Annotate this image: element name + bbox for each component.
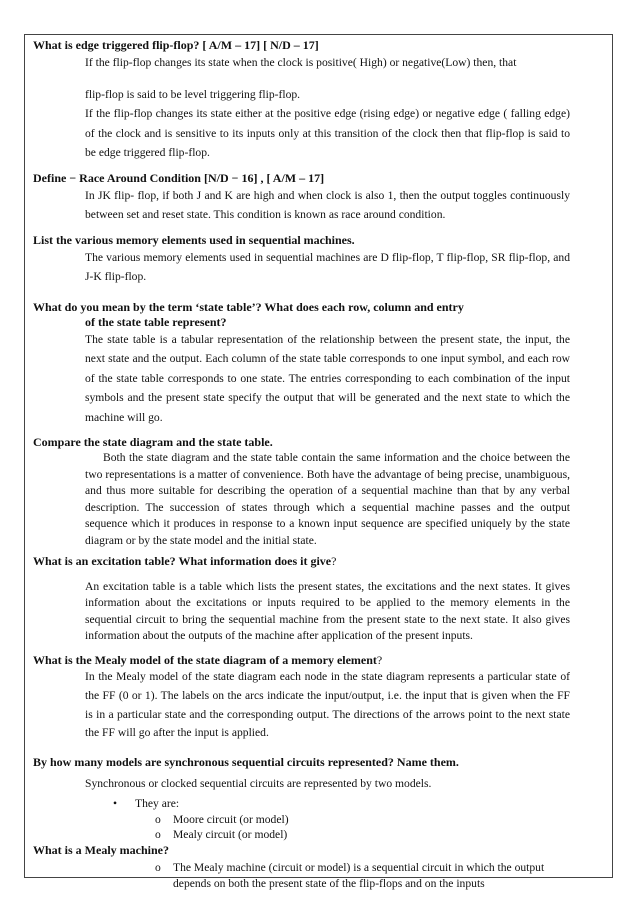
section-compare (33, 435, 570, 550)
question-mark: ? (331, 553, 337, 568)
answer-paragraph: If the flip-flop changes its state when the clock is positive( High) or negative(Low) then, that (85, 56, 517, 69)
question-heading: By how many models are synchronous sequential circuits represented? Name them. (33, 755, 459, 770)
answer-paragraph: If the flip-flop changes its state either at the positive edge (rising edge) or negative edge ( falling edge) of the clock and is sensitive to its inputs only at this transition of the clock then that flip-flop is said to be edge triggered flip-flop. (85, 107, 570, 159)
sub-list-marker: o (155, 812, 161, 826)
bullet-text: They are: (135, 796, 180, 810)
question-heading: What is a Mealy machine? (33, 842, 169, 857)
sub-list-item (155, 860, 570, 892)
section-race-around (33, 171, 570, 225)
question-heading: What do you mean by the term ‘state table’? What does each row, column and entry (33, 299, 464, 314)
answer-paragraph: The various memory elements used in sequential machines are D flip-flop, T flip-flop, SR flip-flop, and J-K flip-flop. (85, 250, 570, 283)
question-heading: What is edge triggered flip-flop? [ A/M – 17] [ N/D – 17] (33, 38, 319, 52)
section-excitation-table (33, 554, 570, 645)
sub-list-marker: o (155, 828, 161, 842)
document-body (33, 38, 570, 892)
sub-list-text: Moore circuit (or model) (173, 812, 289, 826)
sub-list-item (155, 827, 570, 843)
question-heading: Compare the state diagram and the state table. (33, 435, 273, 449)
answer-paragraph: In JK flip- flop, if both J and K are high and when clock is also 1, then the output toggles continuously between set and reset state. This condition is known as race around condition. (85, 188, 570, 221)
answer-paragraph: In the Mealy model of the state diagram each node in the state diagram represents a particular state of the FF (0 or 1). The labels on the arcs indicate the input/output, i.e. the input that is given when the FF is in a particular state and the corresponding output. The directions of the arrows point to the next state the FF will go after the input is applied. (85, 669, 570, 740)
bullet-item (113, 796, 570, 812)
answer-paragraph: The state table is a tabular representation of the relationship between the present state, the input, the next state and the output. Each column of the state table corresponds to one input symbol, and each row of the state table corresponds to one state. The entries corresponding to each combination of the input symbols and the present state specify the output that will be generated and the next state to which the machine will go. (85, 332, 570, 424)
question-heading (33, 554, 570, 569)
question-heading (33, 653, 570, 668)
sub-list-text: The Mealy machine (circuit or model) is a sequential circuit in which the output depends on both the present state of the flip-flops and on the inputs (173, 860, 545, 890)
question-heading: Define − Race Around Condition [N/D − 16] , [ A/M – 17] (33, 170, 325, 185)
answer-paragraph: An excitation table is a table which lists the present states, the excitations and the next states. It gives information about the excitations or inputs required to be applied to the memory elements in the sequential circuit to bring the sequential machine from the present state to the next state. It also gives information about the outputs of the machine after application of the present inputs. (85, 579, 570, 643)
section-mealy-model (33, 653, 570, 743)
question-text: What is an excitation table? What information does it give (33, 553, 332, 568)
answer-paragraph: Synchronous or clocked sequential circuits are represented by two models. (85, 777, 432, 791)
answer-paragraph: flip-flop is said to be level triggering flip-flop. (85, 87, 301, 101)
section-mealy-machine (33, 843, 570, 892)
section-memory-elements (33, 233, 570, 287)
section-edge-triggered (33, 38, 570, 163)
question-text: What is the Mealy model of the state diagram of a memory element (33, 652, 377, 667)
question-heading-continued: of the state table represent? (85, 314, 227, 329)
section-state-table (33, 300, 570, 428)
sub-list-item (155, 812, 570, 828)
question-mark: ? (376, 652, 383, 667)
section-synchronous-models (33, 755, 570, 843)
bullet-marker: • (113, 796, 118, 810)
answer-paragraph: Both the state diagram and the state table contain the same information and the choice between the two representations is a matter of convenience. Both have the advantage of being precise, unambiguous, and thus more suitable for describing the operation of a sequential machine than that by any verbal description. The succession of states through which a sequential machine passes and the output sequence which it produces in response to a known input sequence are specified uniquely by the state diagram or by the state model and the initial state. (85, 451, 570, 547)
sub-list-text: Mealy circuit (or model) (173, 828, 288, 842)
question-heading: List the various memory elements used in sequential machines. (33, 232, 355, 247)
sub-list-marker: o (155, 860, 161, 874)
